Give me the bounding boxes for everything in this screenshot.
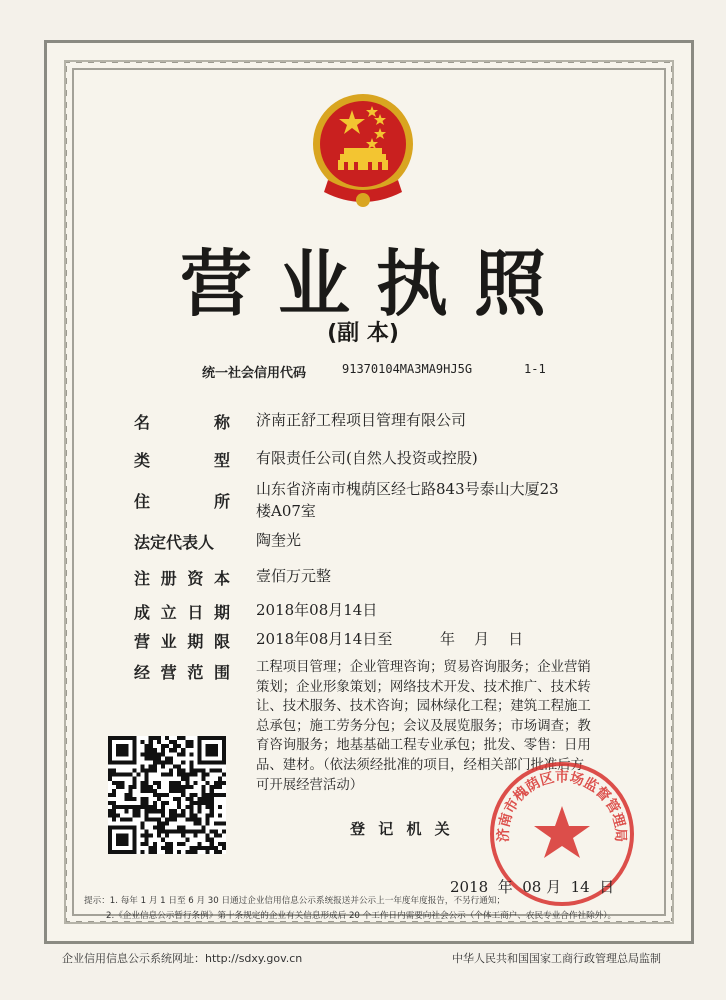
note-line-2: 2.《企业信息公示暂行条例》第十条规定的企业有关信息形成后 20 个工作日内需要向社会公示（个体工商户、农民专业合作社除外）。: [106, 911, 617, 921]
term-label-char4: 限: [213, 632, 230, 651]
registration-date: 2018 年 08 月 14 日: [450, 878, 615, 896]
capital-label: [134, 566, 230, 589]
term-label: [134, 629, 230, 652]
footer-website: 企业信用信息公示系统网址：http://sdxy.gov.cn: [62, 952, 303, 965]
address-label-char2: 所: [213, 492, 230, 511]
scope-line: 让、技术服务、技术咨询；园林绿化工程；建筑工程施工: [256, 699, 591, 715]
document-subtitle: (副 本): [327, 321, 399, 346]
established-label-char1: 成: [134, 603, 151, 622]
term-label-char1: 营: [134, 632, 151, 651]
established-label-char2: 立: [160, 603, 177, 622]
address-label: [134, 489, 230, 512]
document-title: 营业执照: [179, 242, 572, 326]
registrar-label: 登 记 机 关: [350, 820, 454, 838]
term-label-char2: 业: [160, 632, 177, 651]
svg-text:济南市槐荫区市场监督管理局: 济南市槐荫区市场监督管理局: [495, 769, 629, 843]
scope-label-char4: 围: [213, 663, 230, 682]
copy-number: 1-1: [524, 362, 546, 376]
scope-line: 品、建材。（依法须经批准的项目，经相关部门批准后方: [256, 757, 585, 773]
term-label-char3: 期: [187, 632, 204, 651]
capital-label-char2: 册: [160, 569, 177, 588]
established-label: [134, 600, 230, 623]
capital-label-char3: 资: [187, 569, 204, 588]
address-value: [256, 478, 626, 522]
national-emblem-icon: [310, 88, 416, 214]
credit-code-value: 91370104MA3MA9HJ5G: [342, 362, 473, 376]
capital-label-char1: 注: [134, 569, 151, 588]
credit-code-row: [202, 362, 562, 382]
established-value: 2018年08月14日: [256, 601, 378, 619]
scope-line: 育咨询服务；地基基础工程专业承包；批发、零售：日用: [256, 738, 591, 754]
type-label: [134, 448, 230, 471]
scope-label: [134, 660, 230, 683]
note-line-1: 提示：1. 每年 1 月 1 日至 6 月 30 日通过企业信用信息公示系统报送并公示上一年度年度报告，不另行通知；: [84, 896, 506, 906]
established-label-char3: 日: [187, 603, 204, 622]
capital-value: 壹佰万元整: [256, 567, 332, 585]
address-line-1: 山东省济南市槐荫区经七路843号泰山大厦23: [256, 480, 559, 498]
name-label: [134, 410, 230, 433]
qr-code-icon: [108, 736, 226, 854]
term-value: 2018年08月14日至 年 月 日: [256, 630, 524, 648]
scope-line: 总承包；施工劳务分包；会议及展览服务；市场调查；教: [256, 718, 591, 734]
scope-line: 策划；企业形象策划；网络技术开发、技术推广、技术转: [256, 679, 591, 695]
capital-label-char4: 本: [213, 569, 230, 588]
name-label-char2: 称: [213, 413, 230, 432]
company-name: 济南正舒工程项目管理有限公司: [256, 411, 467, 429]
footer-issuer: 中华人民共和国国家工商行政管理总局监制: [452, 952, 661, 965]
type-label-char1: 类: [134, 451, 151, 470]
address-label-char1: 住: [134, 492, 151, 511]
legal-rep-label: 法定代表人: [134, 533, 215, 552]
address-line-2: 楼A07室: [256, 502, 316, 520]
type-label-char2: 型: [213, 451, 230, 470]
company-type: 有限责任公司(自然人投资或控股): [256, 449, 478, 467]
scope-line: 可开展经营活动）: [256, 777, 364, 793]
credit-code-label: 统一社会信用代码: [202, 366, 307, 381]
established-label-char4: 期: [213, 603, 230, 622]
scope-label-char1: 经: [134, 663, 151, 682]
scope-label-char2: 营: [160, 663, 177, 682]
name-label-char1: 名: [134, 413, 151, 432]
scope-label-char3: 范: [187, 663, 204, 682]
legal-rep-value: 陶奎光: [256, 531, 302, 549]
scope-line: 工程项目管理；企业管理咨询；贸易咨询服务；企业营销: [256, 660, 591, 675]
